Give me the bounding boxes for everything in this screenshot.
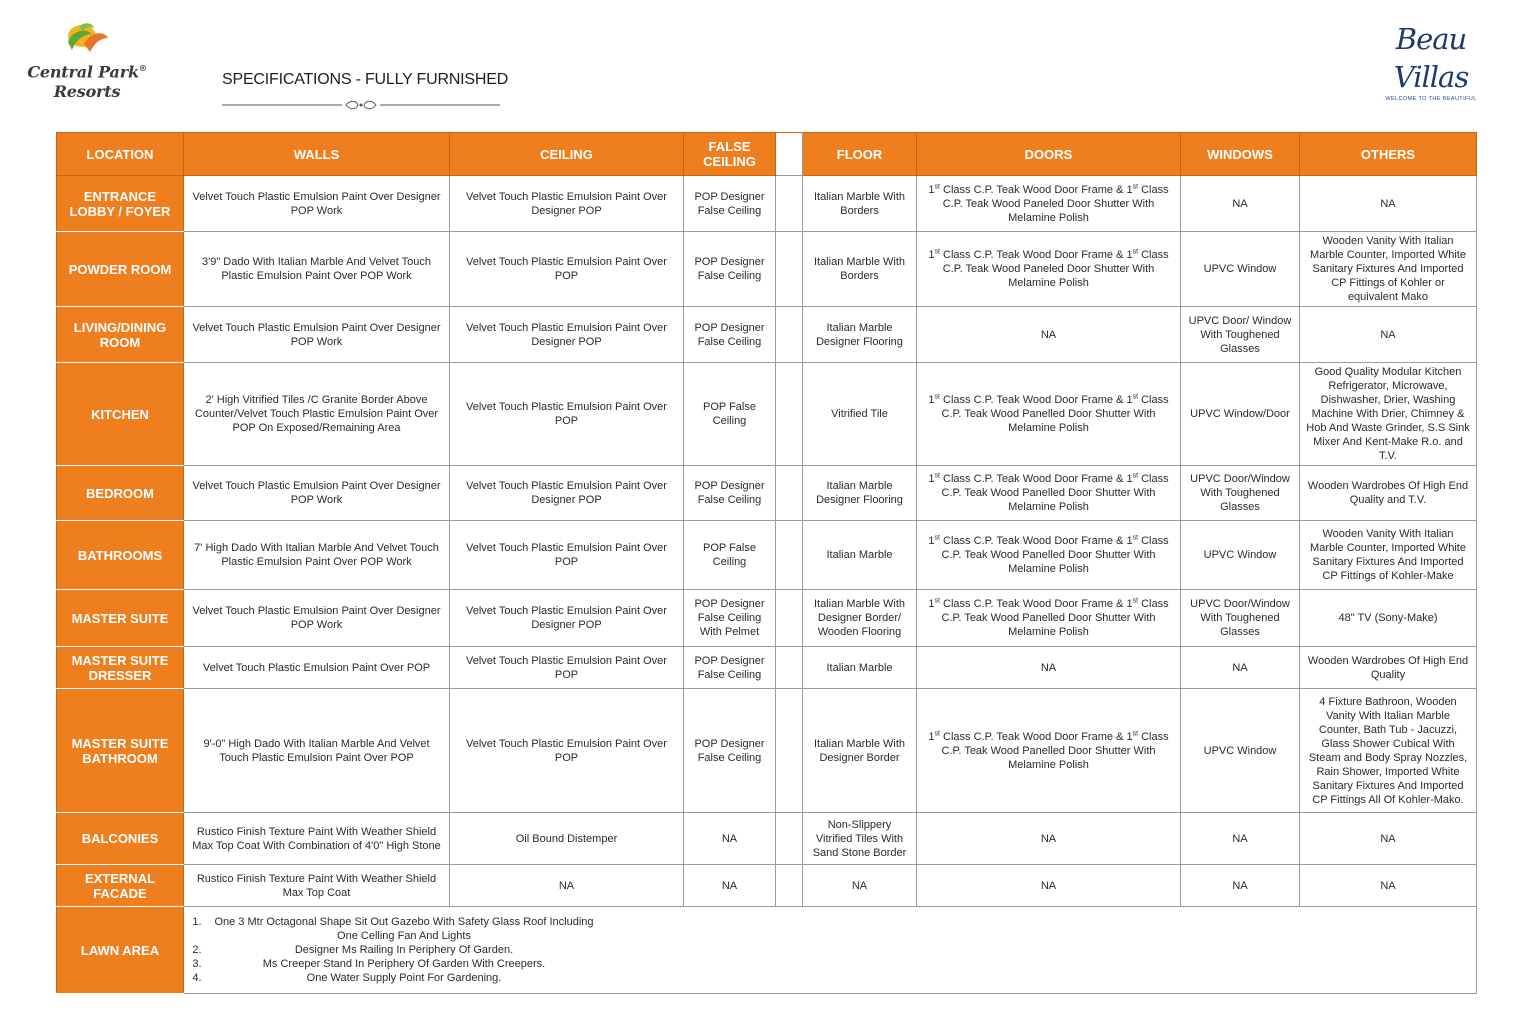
spacer-cell bbox=[776, 689, 803, 813]
others-cell: 4 Fixture Bathroon, Wooden Vanity With Italian Marble Counter, Bath Tub - Jacuzzi, Glass Shower Cubical With Steam and Body Spray Nozzles, Rain Shower, Imported White Sanitary Fixtures And Imported CP Fittings All Of Kohler-Mako. bbox=[1300, 689, 1477, 813]
header-others: OTHERS bbox=[1300, 133, 1477, 176]
walls-cell: 2' High Vitrified Tiles /C Granite Border Above Counter/Velvet Touch Plastic Emulsion Paint Over POP On Exposed/Remaining Area bbox=[184, 363, 450, 466]
location-cell: POWDER ROOM bbox=[57, 232, 184, 307]
false-ceiling-cell: POP Designer False Ceiling bbox=[684, 647, 776, 689]
floor-cell: Italian Marble Designer Flooring bbox=[803, 466, 917, 521]
windows-cell: UPVC Window/Door bbox=[1181, 363, 1300, 466]
header-spacer bbox=[776, 133, 803, 176]
central-park-logo bbox=[22, 20, 152, 102]
doors-cell: 1st Class C.P. Teak Wood Door Frame & 1st Class C.P. Teak Wood Panelled Door Shutter With Melamine Polish bbox=[917, 521, 1181, 590]
ceiling-cell: Velvet Touch Plastic Emulsion Paint Over POP bbox=[450, 232, 684, 307]
location-cell: LIVING/DINING ROOM bbox=[57, 307, 184, 363]
ceiling-cell: NA bbox=[450, 865, 684, 907]
spacer-cell bbox=[776, 232, 803, 307]
walls-cell: Velvet Touch Plastic Emulsion Paint Over Designer POP Work bbox=[184, 307, 450, 363]
false-ceiling-cell: NA bbox=[684, 813, 776, 865]
location-cell: MASTER SUITE BATHROOM bbox=[57, 689, 184, 813]
false-ceiling-cell: POP False Ceiling bbox=[684, 363, 776, 466]
windows-cell: NA bbox=[1181, 813, 1300, 865]
ceiling-cell: Velvet Touch Plastic Emulsion Paint Over POP bbox=[450, 363, 684, 466]
specifications-body bbox=[57, 176, 1477, 994]
location-cell: BALCONIES bbox=[57, 813, 184, 865]
doors-cell: 1st Class C.P. Teak Wood Door Frame & 1st Class C.P. Teak Wood Panelled Door Shutter With Melamine Polish bbox=[917, 363, 1181, 466]
doors-cell: NA bbox=[917, 307, 1181, 363]
location-cell: EXTERNAL FACADE bbox=[57, 865, 184, 907]
spacer-cell bbox=[776, 647, 803, 689]
location-cell: KITCHEN bbox=[57, 363, 184, 466]
others-cell: Good Quality Modular Kitchen Refrigerator, Microwave, Dishwasher, Drier, Washing Machine With Drier, Chimney & Hob And Waste Grinder, S.S Sink Mixer And Kent-Make R.o. and T.V. bbox=[1300, 363, 1477, 466]
false-ceiling-cell: POP Designer False Ceiling bbox=[684, 307, 776, 363]
walls-cell: Velvet Touch Plastic Emulsion Paint Over POP bbox=[184, 647, 450, 689]
ceiling-cell: Velvet Touch Plastic Emulsion Paint Over POP bbox=[450, 689, 684, 813]
spacer-cell bbox=[776, 307, 803, 363]
table-row bbox=[57, 689, 1477, 813]
floor-cell: Italian Marble Designer Flooring bbox=[803, 307, 917, 363]
beau-villas-wordmark: Beau Villas bbox=[1393, 22, 1469, 94]
walls-cell: Velvet Touch Plastic Emulsion Paint Over Designer POP Work bbox=[184, 466, 450, 521]
specifications-table bbox=[56, 132, 1477, 994]
page-title: SPECIFICATIONS - FULLY FURNISHED bbox=[222, 71, 509, 88]
windows-cell: UPVC Door/ Window With Toughened Glasses bbox=[1181, 307, 1300, 363]
table-row bbox=[57, 363, 1477, 466]
divider-ornament-icon bbox=[222, 98, 500, 112]
others-cell: 48" TV (Sony-Make) bbox=[1300, 590, 1477, 647]
false-ceiling-cell: POP Designer False Ceiling bbox=[684, 176, 776, 232]
doors-cell: 1st Class C.P. Teak Wood Door Frame & 1st Class C.P. Teak Wood Panelled Door Shutter With Melamine Polish bbox=[917, 466, 1181, 521]
floor-cell: Italian Marble With Designer Border/ Wooden Flooring bbox=[803, 590, 917, 647]
header-ceiling: CEILING bbox=[450, 133, 684, 176]
spacer-cell bbox=[776, 813, 803, 865]
spacer-cell bbox=[776, 176, 803, 232]
header-location: LOCATION bbox=[57, 133, 184, 176]
lawn-items-cell bbox=[184, 907, 1477, 994]
walls-cell: 9'-0" High Dado With Italian Marble And Velvet Touch Plastic Emulsion Paint Over POP bbox=[184, 689, 450, 813]
false-ceiling-cell: POP Designer False Ceiling bbox=[684, 232, 776, 307]
doors-cell: NA bbox=[917, 865, 1181, 907]
doors-cell: NA bbox=[917, 813, 1181, 865]
spacer-cell bbox=[776, 590, 803, 647]
header-windows: WINDOWS bbox=[1181, 133, 1300, 176]
location-cell: ENTRANCE LOBBY / FOYER bbox=[57, 176, 184, 232]
table-row bbox=[57, 590, 1477, 647]
spacer-cell bbox=[776, 521, 803, 590]
floor-cell: Italian Marble bbox=[803, 647, 917, 689]
walls-cell: Velvet Touch Plastic Emulsion Paint Over Designer POP Work bbox=[184, 590, 450, 647]
others-cell: NA bbox=[1300, 813, 1477, 865]
table-row bbox=[57, 813, 1477, 865]
floor-cell: Vitrified Tile bbox=[803, 363, 917, 466]
table-row bbox=[57, 232, 1477, 307]
spacer-cell bbox=[776, 865, 803, 907]
location-cell: MASTER SUITE bbox=[57, 590, 184, 647]
floor-cell: Italian Marble With Borders bbox=[803, 232, 917, 307]
spacer-cell bbox=[776, 363, 803, 466]
doors-cell: 1st Class C.P. Teak Wood Door Frame & 1st Class C.P. Teak Wood Paneled Door Shutter With Melamine Polish bbox=[917, 232, 1181, 307]
others-cell: NA bbox=[1300, 307, 1477, 363]
others-cell: Wooden Wardrobes Of High End Quality and T.V. bbox=[1300, 466, 1477, 521]
others-cell: Wooden Vanity With Italian Marble Counter, Imported White Sanitary Fixtures And Imported CP Fittings of Kohler or equivalent Mako bbox=[1300, 232, 1477, 307]
header-row bbox=[57, 133, 1477, 176]
others-cell: NA bbox=[1300, 865, 1477, 907]
others-cell: NA bbox=[1300, 176, 1477, 232]
windows-cell: UPVC Window bbox=[1181, 232, 1300, 307]
ceiling-cell: Oil Bound Distemper bbox=[450, 813, 684, 865]
floor-cell: Italian Marble With Designer Border bbox=[803, 689, 917, 813]
walls-cell: 3'9" Dado With Italian Marble And Velvet Touch Plastic Emulsion Paint Over POP Work bbox=[184, 232, 450, 307]
location-cell: BEDROOM bbox=[57, 466, 184, 521]
floor-cell: Italian Marble bbox=[803, 521, 917, 590]
windows-cell: UPVC Window bbox=[1181, 689, 1300, 813]
beau-villas-logo bbox=[1356, 20, 1506, 102]
walls-cell: Rustico Finish Texture Paint With Weather Shield Max Top Coat With Combination of 4'0" High Stone bbox=[184, 813, 450, 865]
list-item: 1. One 3 Mtr Octagonal Shape Sit Out Gazebo With Safety Glass Roof Including One Celling Fan And Lights bbox=[192, 916, 594, 942]
walls-cell: Velvet Touch Plastic Emulsion Paint Over Designer POP Work bbox=[184, 176, 450, 232]
beau-villas-tagline: WELCOME TO THE BEAUTIFUL bbox=[1385, 96, 1477, 102]
floor-cell: Non-Slippery Vitrified Tiles With Sand Stone Border bbox=[803, 813, 917, 865]
ceiling-cell: Velvet Touch Plastic Emulsion Paint Over Designer POP bbox=[450, 590, 684, 647]
false-ceiling-cell: POP Designer False Ceiling bbox=[684, 689, 776, 813]
leaf-logo-icon bbox=[62, 20, 110, 56]
location-cell: BATHROOMS bbox=[57, 521, 184, 590]
windows-cell: NA bbox=[1181, 176, 1300, 232]
list-item: 2. Designer Ms Railing In Periphery Of Garden. bbox=[192, 944, 514, 956]
header-false-ceiling: FALSE CEILING bbox=[684, 133, 776, 176]
spacer-cell bbox=[776, 466, 803, 521]
walls-cell: 7' High Dado With Italian Marble And Velvet Touch Plastic Emulsion Paint Over POP Work bbox=[184, 521, 450, 590]
lawn-row bbox=[57, 907, 1477, 994]
table-row bbox=[57, 307, 1477, 363]
false-ceiling-cell: NA bbox=[684, 865, 776, 907]
table-row bbox=[57, 521, 1477, 590]
windows-cell: NA bbox=[1181, 865, 1300, 907]
windows-cell: UPVC Window bbox=[1181, 521, 1300, 590]
others-cell: Wooden Wardrobes Of High End Quality bbox=[1300, 647, 1477, 689]
list-item: 4. One Water Supply Point For Gardening. bbox=[192, 972, 502, 984]
header-walls: WALLS bbox=[184, 133, 450, 176]
windows-cell: UPVC Door/Window With Toughened Glasses bbox=[1181, 466, 1300, 521]
list-item: 3. Ms Creeper Stand In Periphery Of Garden With Creepers. bbox=[192, 958, 546, 970]
ceiling-cell: Velvet Touch Plastic Emulsion Paint Over Designer POP bbox=[450, 307, 684, 363]
others-cell: Wooden Vanity With Italian Marble Counter, Imported White Sanitary Fixtures And Imported CP Fittings of Kohler-Make bbox=[1300, 521, 1477, 590]
lawn-items-list bbox=[190, 915, 1470, 985]
table-row bbox=[57, 176, 1477, 232]
ceiling-cell: Velvet Touch Plastic Emulsion Paint Over POP bbox=[450, 521, 684, 590]
header-doors: DOORS bbox=[917, 133, 1181, 176]
false-ceiling-cell: POP False Ceiling bbox=[684, 521, 776, 590]
doors-cell: 1st Class C.P. Teak Wood Door Frame & 1st Class C.P. Teak Wood Panelled Door Shutter With Melamine Polish bbox=[917, 689, 1181, 813]
ceiling-cell: Velvet Touch Plastic Emulsion Paint Over Designer POP bbox=[450, 466, 684, 521]
false-ceiling-cell: POP Designer False Ceiling With Pelmet bbox=[684, 590, 776, 647]
doors-cell: 1st Class C.P. Teak Wood Door Frame & 1st Class C.P. Teak Wood Paneled Door Shutter With Melamine Polish bbox=[917, 176, 1181, 232]
header-floor: FLOOR bbox=[803, 133, 917, 176]
ceiling-cell: Velvet Touch Plastic Emulsion Paint Over POP bbox=[450, 647, 684, 689]
central-park-wordmark: Central Park® Resorts bbox=[27, 62, 147, 102]
table-row bbox=[57, 466, 1477, 521]
windows-cell: NA bbox=[1181, 647, 1300, 689]
walls-cell: Rustico Finish Texture Paint With Weather Shield Max Top Coat bbox=[184, 865, 450, 907]
floor-cell: Italian Marble With Borders bbox=[803, 176, 917, 232]
floor-cell: NA bbox=[803, 865, 917, 907]
windows-cell: UPVC Door/Window With Toughened Glasses bbox=[1181, 590, 1300, 647]
table-row bbox=[57, 647, 1477, 689]
doors-cell: NA bbox=[917, 647, 1181, 689]
location-cell: MASTER SUITE DRESSER bbox=[57, 647, 184, 689]
false-ceiling-cell: POP Designer False Ceiling bbox=[684, 466, 776, 521]
ceiling-cell: Velvet Touch Plastic Emulsion Paint Over Designer POP bbox=[450, 176, 684, 232]
location-cell: LAWN AREA bbox=[57, 907, 184, 994]
table-row bbox=[57, 865, 1477, 907]
doors-cell: 1st Class C.P. Teak Wood Door Frame & 1st Class C.P. Teak Wood Panelled Door Shutter With Melamine Polish bbox=[917, 590, 1181, 647]
